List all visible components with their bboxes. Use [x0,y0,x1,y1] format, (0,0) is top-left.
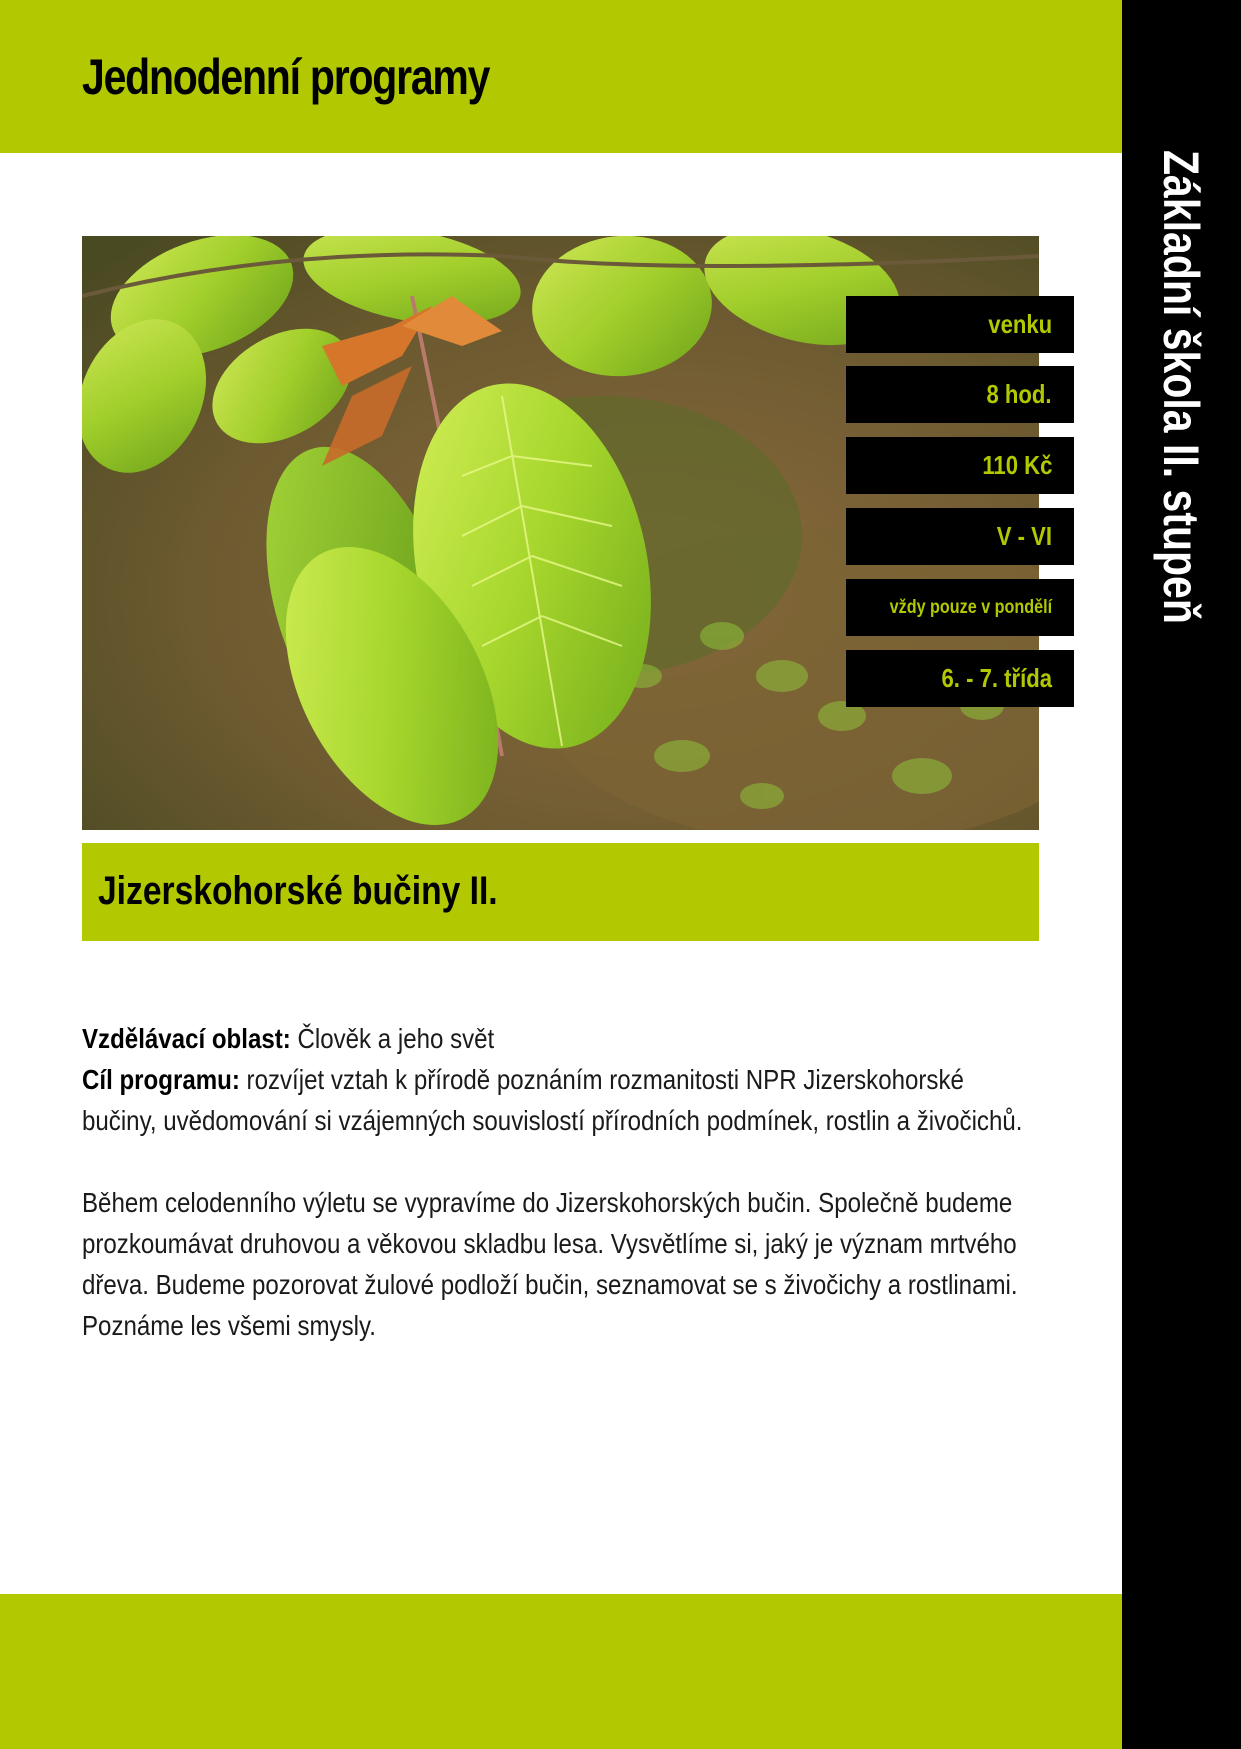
program-goal-label: Cíl programu: [82,1064,240,1095]
tag-price: 110 Kč [846,437,1074,494]
program-description: Během celodenního výletu se vypravíme do Jizerskohorských bučin. Společně budeme prozkoumávat druhovou a věkovou skladbu lesa. Vysvětlíme si, jaký je význam mrtvého dřeva. Budeme pozorovat žulové podloží bučin, seznamovat se s živočichy a rostlinami. Poznáme les všemi smysly. [82,1187,1018,1341]
program-title-band [82,843,1039,941]
page-title: Jednodenní programy [82,49,490,105]
footer-band [0,1594,1122,1749]
tag-location: venku [846,296,1074,353]
program-title: Jizerskohorské bučiny II. [98,869,498,913]
tag-day: vždy pouze v pondělí [846,579,1074,636]
side-label: Základní škola II. stupeň [1153,150,1209,624]
education-area-value: Člověk a jeho svět [297,1023,495,1054]
program-description-block [82,1018,1039,1346]
education-area-label: Vzdělávací oblast: [82,1023,291,1054]
program-goal-value: rozvíjet vztah k přírodě poznáním rozmanitosti NPR Jizerskohorské bučiny, uvědomování si vzájemných souvislostí přírodních podmínek, rostlin a živočichů. [82,1064,1023,1136]
header-band [0,0,1122,153]
program-goal [82,1059,1039,1141]
tag-duration: 8 hod. [846,366,1074,423]
education-area [82,1018,1039,1059]
tag-months: V - VI [846,508,1074,565]
tag-grade: 6. - 7. třída [846,650,1074,707]
